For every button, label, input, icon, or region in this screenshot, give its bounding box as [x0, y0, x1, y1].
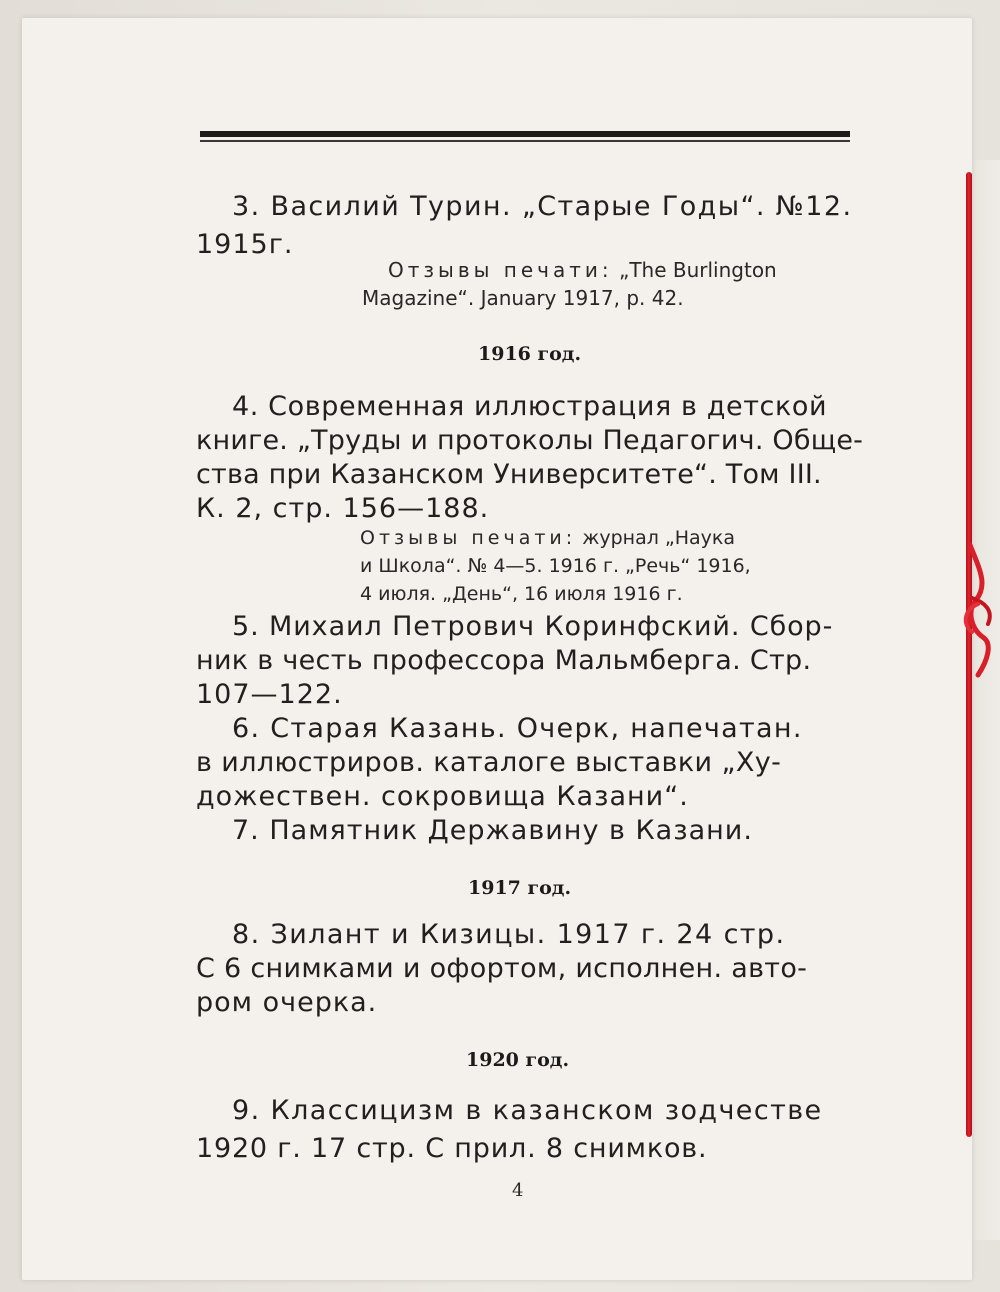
- year-heading-1920: 1920 год.: [466, 1049, 570, 1071]
- year-heading-1917: 1917 год.: [468, 877, 572, 899]
- thread-knot-icon: [958, 540, 998, 680]
- entry-6-line-2: в иллюстриров. каталоге выставки „Ху-: [196, 747, 782, 778]
- entry-3-review: [388, 256, 777, 284]
- entry-6-line-1: 6. Старая Казань. Очерк, напечатан.: [232, 713, 803, 744]
- review-label: Отзывы печати:: [388, 258, 613, 282]
- year-heading-1916: 1916 год.: [478, 343, 582, 365]
- header-rule: [200, 131, 850, 142]
- entry-7-line-1: 7. Памятник Державину в Казани.: [232, 815, 753, 846]
- entry-3-line-2: 1915г.: [196, 229, 294, 260]
- entry-9-line-1: 9. Классицизм в казанском зодчестве: [232, 1095, 823, 1126]
- entry-4-line-3: ства при Казанском Университете“. Том III.: [196, 459, 822, 490]
- entry-4-line-1: 4. Современная иллюстрация в детской: [232, 391, 828, 422]
- entry-5-line-2: ник в честь профессора Мальмберга. Стр.: [196, 645, 812, 676]
- review-label: Отзывы печати:: [360, 527, 577, 549]
- entry-6-line-3: дожествен. сокровища Казани“.: [196, 781, 689, 812]
- entry-5-line-1: 5. Михаил Петрович Коринфский. Сбор-: [232, 611, 834, 642]
- page-number: 4: [512, 1180, 524, 1201]
- entry-9-line-2: 1920 г. 17 стр. С прил. 8 снимков.: [196, 1133, 708, 1164]
- entry-4-line-2: книге. „Труды и протоколы Педагогич. Обще-: [196, 425, 864, 456]
- review-text: „The Burlington: [618, 258, 777, 282]
- entry-8-line-3: ром очерка.: [196, 987, 378, 1018]
- entry-4-review: [360, 524, 735, 552]
- entry-4-review-line-3: 4 июля. „День“, 16 июля 1916 г.: [360, 583, 683, 605]
- entry-4-line-4: К. 2, стр. 156—188.: [196, 493, 490, 524]
- entry-8-line-1: 8. Зилант и Кизицы. 1917 г. 24 стр.: [232, 919, 786, 950]
- entry-5-line-3: 107—122.: [196, 679, 343, 710]
- entry-4-review-line-2: и Школа“. № 4—5. 1916 г. „Речь“ 1916,: [360, 555, 751, 577]
- entry-3-review-line-2: Magazine“. January 1917, p. 42.: [362, 286, 684, 310]
- review-text: журнал „Наука: [582, 527, 736, 549]
- entry-3-line-1: 3. Василий Турин. „Старые Годы“. №12.: [232, 191, 853, 222]
- entry-8-line-2: С 6 снимками и офортом, исполнен. авто-: [196, 953, 808, 984]
